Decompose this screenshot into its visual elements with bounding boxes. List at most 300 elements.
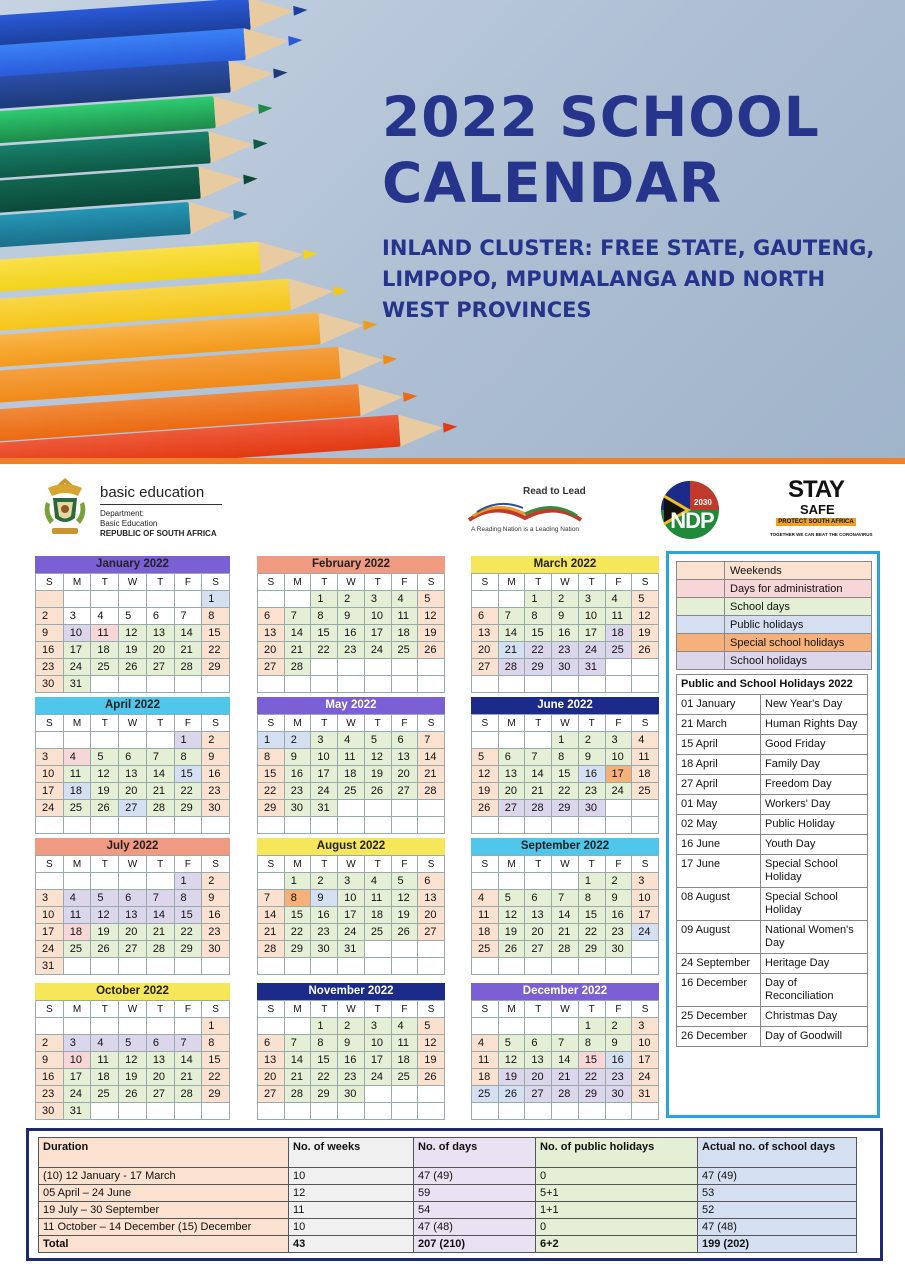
day-cell: 27 [418,924,445,941]
holiday-date: 16 December [677,974,761,1007]
empty-cell [284,1103,311,1120]
day-cell: 2 [605,873,632,890]
day-cell: 29 [525,659,552,676]
holiday-date: 21 March [677,715,761,735]
day-cell: 17 [578,625,605,642]
day-cell: 22 [174,924,202,941]
day-cell: 13 [258,625,285,642]
dbe-department-name: Basic Education [100,519,158,528]
day-cell: 16 [284,766,311,783]
empty-cell [119,873,147,890]
day-cell: 24 [364,1069,391,1086]
weekday-header: S [418,1001,445,1018]
day-cell: 19 [632,625,659,642]
weekday-header: W [119,574,147,591]
empty-cell [578,817,605,834]
day-cell: 30 [202,800,230,817]
day-cell: 12 [391,890,418,907]
day-cell: 31 [338,941,365,958]
empty-cell [311,659,338,676]
day-cell: 11 [63,766,91,783]
weekday-header: M [284,715,311,732]
day-cell: 6 [146,1035,174,1052]
day-cell: 24 [36,941,64,958]
day-cell: 30 [202,941,230,958]
day-cell: 1 [578,1018,605,1035]
holiday-row [677,888,868,921]
empty-cell [364,958,391,975]
empty-cell [119,732,147,749]
weekday-header: W [119,856,147,873]
weekday-header: T [525,856,552,873]
empty-cell [63,873,91,890]
weekday-header: M [284,856,311,873]
day-cell: 11 [472,1052,499,1069]
month-title: October 2022 [35,983,230,1000]
weekday-header: M [63,715,91,732]
empty-cell [632,1103,659,1120]
day-cell: 21 [146,924,174,941]
empty-cell [525,1018,552,1035]
day-cell: 2 [605,1018,632,1035]
empty-cell [146,732,174,749]
empty-cell [498,1018,525,1035]
weekday-header: S [632,574,659,591]
day-cell: 20 [472,642,499,659]
empty-cell [472,591,499,608]
holiday-name: Christmas Day [761,1007,868,1027]
day-cell: 17 [364,1052,391,1069]
day-cell: 26 [391,924,418,941]
empty-cell [552,958,579,975]
day-cell: 18 [472,1069,499,1086]
holiday-name: Heritage Day [761,954,868,974]
day-cell: 16 [605,1052,632,1069]
day-cell: 10 [605,749,632,766]
day-cell: 19 [364,766,391,783]
weekday-header: M [498,1001,525,1018]
holidays-table [676,674,868,1047]
empty-cell [498,873,525,890]
empty-cell [338,817,365,834]
day-cell: 5 [418,591,445,608]
day-cell: 12 [119,625,147,642]
empty-cell [338,800,365,817]
read-to-lead-title: Read to Lead [523,486,586,497]
day-cell: 5 [418,1018,445,1035]
day-cell: 22 [578,924,605,941]
day-cell: 9 [311,890,338,907]
legend-row [677,634,872,652]
holiday-row [677,1027,868,1047]
holiday-name: Day of Reconciliation [761,974,868,1007]
day-cell: 25 [63,800,91,817]
weekday-header: S [472,1001,499,1018]
day-cell: 7 [552,890,579,907]
day-cell: 9 [284,749,311,766]
day-cell: 6 [119,890,147,907]
day-cell: 9 [36,1052,64,1069]
summary-header: No. of days [414,1138,536,1168]
day-cell: 5 [119,1035,147,1052]
day-cell: 12 [472,766,499,783]
day-cell: 3 [632,873,659,890]
day-cell: 18 [364,907,391,924]
weekday-header: S [472,856,499,873]
weekday-header: W [338,1001,365,1018]
day-cell: 18 [605,625,632,642]
day-cell: 13 [525,907,552,924]
day-cell: 21 [498,642,525,659]
day-cell: 3 [605,732,632,749]
summary-cell: 11 October – 14 December (15) December [39,1219,289,1236]
holiday-date: 24 September [677,954,761,974]
day-cell: 15 [258,766,285,783]
legend-label: Weekends [725,562,872,580]
day-cell: 24 [36,800,64,817]
empty-cell [146,1018,174,1035]
dbe-republic: REPUBLIC OF SOUTH AFRICA [100,529,217,538]
day-cell: 11 [364,890,391,907]
day-cell: 22 [552,783,579,800]
day-cell: 30 [36,676,64,693]
legend-swatch [677,634,725,652]
day-cell: 11 [91,1052,119,1069]
summary-cell: 19 July – 30 September [39,1202,289,1219]
day-cell: 26 [364,783,391,800]
coat-of-arms-icon [40,474,90,538]
day-cell: 14 [174,1052,202,1069]
legend-row [677,580,872,598]
day-cell: 31 [36,958,64,975]
day-cell: 2 [578,732,605,749]
month-title: June 2022 [471,697,659,714]
weekday-header: T [311,856,338,873]
weekday-header: T [364,1001,391,1018]
day-cell: 4 [338,732,365,749]
summary-cell: 47 (48) [698,1219,857,1236]
day-cell: 6 [525,890,552,907]
month-title: February 2022 [257,556,445,573]
empty-cell [311,1103,338,1120]
empty-cell [472,958,499,975]
day-cell: 15 [284,907,311,924]
empty-cell [91,1103,119,1120]
day-cell: 11 [605,608,632,625]
day-cell: 5 [364,732,391,749]
legend-label: Public holidays [725,616,872,634]
day-cell: 12 [418,608,445,625]
month-calendar [471,838,659,975]
weekday-header: S [632,856,659,873]
day-cell: 16 [338,1052,365,1069]
day-cell: 1 [174,732,202,749]
day-cell: 24 [632,924,659,941]
day-cell: 2 [338,1018,365,1035]
month-title: July 2022 [35,838,230,855]
day-cell: 9 [202,890,230,907]
empty-cell [498,591,525,608]
day-cell: 29 [552,800,579,817]
day-cell: 4 [63,890,91,907]
day-cell: 19 [498,1069,525,1086]
empty-cell [63,958,91,975]
summary-cell: 1+1 [536,1202,698,1219]
day-cell: 6 [258,608,285,625]
empty-cell [364,1103,391,1120]
summary-row [39,1168,857,1185]
empty-cell [174,1103,202,1120]
day-cell: 13 [472,625,499,642]
legend-swatch [677,580,725,598]
month-calendar [35,697,230,834]
day-cell: 1 [284,873,311,890]
day-cell: 27 [146,1086,174,1103]
empty-cell [174,958,202,975]
empty-cell [391,941,418,958]
day-cell: 30 [605,1086,632,1103]
day-cell: 23 [311,924,338,941]
empty-cell [605,817,632,834]
dbe-name: basic education [100,484,205,501]
summary-cell: 47 (49) [698,1168,857,1185]
weekday-header: M [63,856,91,873]
day-cell: 10 [36,766,64,783]
day-cell: 28 [552,941,579,958]
day-cell: 31 [311,800,338,817]
day-cell: 21 [525,783,552,800]
weekday-header: T [578,1001,605,1018]
day-cell: 25 [632,783,659,800]
day-cell: 6 [258,1035,285,1052]
day-cell: 4 [91,1035,119,1052]
day-cell: 9 [36,625,64,642]
day-cell: 27 [119,800,147,817]
empty-cell [91,873,119,890]
open-book-icon [465,494,585,526]
weekday-header: T [364,574,391,591]
empty-cell [202,958,230,975]
weekday-header: T [146,1001,174,1018]
summary-total-row [39,1236,857,1253]
weekday-header: T [146,715,174,732]
day-cell: 1 [578,873,605,890]
day-cell: 23 [578,783,605,800]
weekday-header: T [364,715,391,732]
empty-cell [258,817,285,834]
day-cell: 30 [311,941,338,958]
day-cell: 8 [202,608,230,625]
day-cell: 11 [391,1035,418,1052]
empty-cell [36,732,64,749]
day-cell: 16 [202,907,230,924]
weekday-header: T [311,574,338,591]
day-cell: 9 [552,608,579,625]
empty-cell [91,817,119,834]
day-cell: 1 [174,873,202,890]
day-cell: 29 [284,941,311,958]
holiday-row [677,1007,868,1027]
day-cell: 20 [525,1069,552,1086]
day-cell: 13 [119,907,147,924]
weekday-header: S [202,1001,230,1018]
weekday-header: S [36,1001,64,1018]
day-cell: 26 [418,642,445,659]
empty-cell [364,941,391,958]
weekday-header: M [498,856,525,873]
ndp-year: 2030 [694,498,712,507]
day-cell: 4 [632,732,659,749]
summary-cell: 54 [414,1202,536,1219]
weekday-header: T [91,574,119,591]
month-calendar [257,838,445,975]
day-cell: 25 [364,924,391,941]
day-cell: 17 [63,1069,91,1086]
day-cell: 6 [472,608,499,625]
month-calendar [257,556,445,693]
empty-cell [552,1103,579,1120]
holiday-name: National Women's Day [761,921,868,954]
day-cell: 17 [364,625,391,642]
day-cell: 28 [284,659,311,676]
day-cell: 7 [498,608,525,625]
legend-swatch [677,652,725,670]
weekday-header: S [472,574,499,591]
day-cell: 17 [605,766,632,783]
day-cell: 29 [202,1086,230,1103]
empty-cell [391,1086,418,1103]
weekday-header: T [91,856,119,873]
day-cell: 21 [418,766,445,783]
weekday-header: M [284,574,311,591]
summary-cell: 05 April – 24 June [39,1185,289,1202]
day-cell: 3 [578,591,605,608]
empty-cell [63,732,91,749]
day-cell: 4 [472,890,499,907]
day-cell: 8 [202,1035,230,1052]
day-cell: 15 [311,625,338,642]
holiday-name: Special School Holiday [761,888,868,921]
day-cell: 10 [632,890,659,907]
summary-cell: 5+1 [536,1185,698,1202]
summary-header: Actual no. of school days [698,1138,857,1168]
day-cell: 13 [146,625,174,642]
weekday-header: M [284,1001,311,1018]
day-cell: 18 [391,625,418,642]
day-cell: 15 [578,907,605,924]
day-cell: 17 [311,766,338,783]
day-cell: 4 [91,608,119,625]
empty-cell [605,676,632,693]
day-cell: 14 [146,766,174,783]
day-cell: 26 [472,800,499,817]
month-calendar [471,697,659,834]
logo-row [0,468,905,548]
empty-cell [258,676,285,693]
day-cell: 19 [91,924,119,941]
day-cell: 7 [174,608,202,625]
day-cell: 24 [63,1086,91,1103]
day-cell: 13 [119,766,147,783]
empty-cell [391,1103,418,1120]
day-cell: 18 [63,783,91,800]
day-cell: 18 [63,924,91,941]
day-cell: 7 [174,1035,202,1052]
day-cell: 27 [525,941,552,958]
weekday-header: T [525,1001,552,1018]
month-title: August 2022 [257,838,445,855]
empty-cell [338,659,365,676]
weekday-header: T [91,1001,119,1018]
empty-cell [418,659,445,676]
day-cell: 8 [578,1035,605,1052]
day-cell: 5 [498,1035,525,1052]
day-cell: 10 [311,749,338,766]
empty-cell [605,958,632,975]
day-cell: 13 [391,749,418,766]
day-cell: 27 [391,783,418,800]
day-cell: 15 [202,625,230,642]
holiday-date: 01 January [677,695,761,715]
day-cell: 31 [63,676,91,693]
empty-cell [364,676,391,693]
empty-cell [146,958,174,975]
day-cell: 19 [498,924,525,941]
day-cell: 30 [284,800,311,817]
empty-cell [146,676,174,693]
summary-cell: 53 [698,1185,857,1202]
day-cell: 16 [552,625,579,642]
day-cell: 15 [174,766,202,783]
legend-swatch [677,598,725,616]
day-cell: 16 [36,1069,64,1086]
month-title: September 2022 [471,838,659,855]
day-cell: 10 [63,625,91,642]
day-cell: 12 [418,1035,445,1052]
day-cell: 3 [63,608,91,625]
day-cell: 22 [311,642,338,659]
holiday-name: Day of Goodwill [761,1027,868,1047]
summary-header: No. of weeks [289,1138,414,1168]
summary-total-cell: 43 [289,1236,414,1253]
day-cell: 10 [338,890,365,907]
legend-label: Days for administration [725,580,872,598]
day-cell: 22 [311,1069,338,1086]
empty-cell [578,676,605,693]
holiday-name: Public Holiday [761,815,868,835]
empty-cell [63,591,91,608]
day-cell: 25 [391,1069,418,1086]
day-cell: 29 [174,800,202,817]
day-cell: 28 [174,1086,202,1103]
holiday-row [677,715,868,735]
holiday-name: Good Friday [761,735,868,755]
empty-cell [311,676,338,693]
empty-cell [498,817,525,834]
summary-cell: 47 (49) [414,1168,536,1185]
empty-cell [632,941,659,958]
day-cell: 29 [258,800,285,817]
empty-cell [498,732,525,749]
read-to-lead-tagline: A Reading Nation is a Leading Nation [471,526,580,533]
day-cell: 6 [146,608,174,625]
weekday-header: W [119,715,147,732]
day-cell: 26 [119,659,147,676]
day-cell: 17 [632,907,659,924]
weekday-header: M [63,574,91,591]
empty-cell [632,958,659,975]
day-cell: 4 [63,749,91,766]
